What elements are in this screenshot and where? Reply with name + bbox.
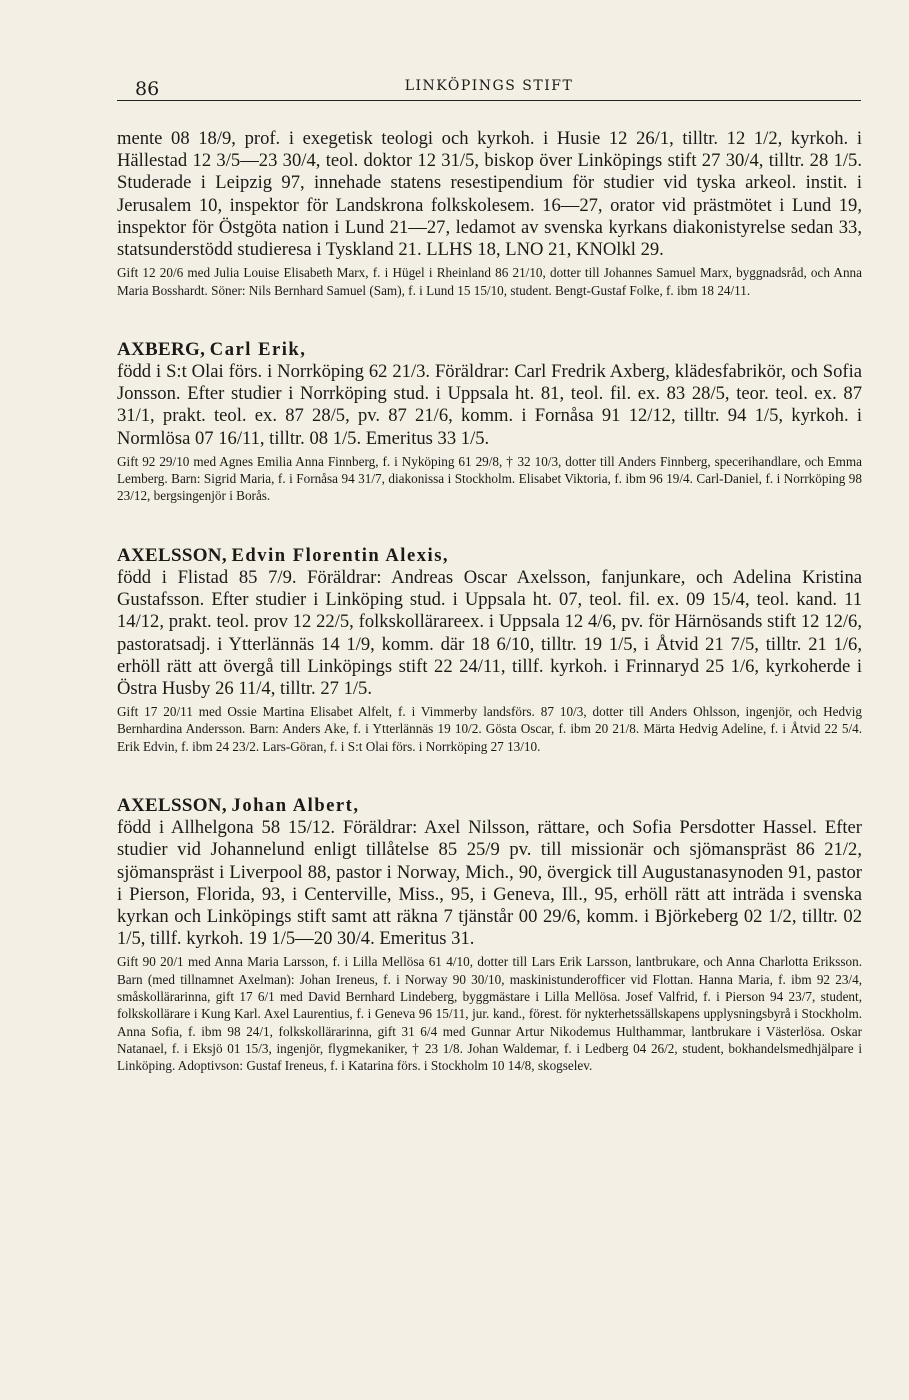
entry-family-text: Gift 17 20/11 med Ossie Martina Elisabet Alfelt, f. i Vimmerby landsförs. 87 10/3, dotter till Anders Ohlsson, ingenjör, och Hedvig Bernhardina Andersson. Barn: Anders Ake, f. i Ytterlännäs 19 10/2. Gösta Oscar, f. ibm 20 21/8. Märta Hedvig Adeline, f. i Åtvid 22 5/4. Erik Edvin, f. ibm 24 23/2. Lars-Göran, f. i S:t Olai förs. i Norrköping 27 13/10. [117, 704, 862, 754]
entry-axelsson-johan [117, 795, 862, 1075]
entry-given-names: Edvin Florentin Alexis, [231, 544, 450, 566]
running-title: LINKÖPINGS STIFT [404, 78, 574, 94]
entry-main-text: född i Flistad 85 7/9. Föräldrar: Andreas Oscar Axelsson, fanjunkare, och Adelina Kristina Gustafsson. Efter studier i Linköping stud. i Uppsala ht. 07, teol. fil. ex. 09 15/4, teol. kand. 11 14/12, prakt. teol. prov 12 22/5, folkskollärareex. i Uppsala 12 4/6, pv. för Härnösands stift 12 12/6, pastoratsadj. i Ytterlännäs 14 1/9, komm. där 18 6/10, tilltr. 19 1/5, i Åtvid 21 7/5, tilltr. 21 1/6, erhöll rätt att övergå till Linköpings stift 22 24/11, tillf. kyrkoh. i Frinnaryd 25 1/6, kyrkoherde i Östra Husby 26 11/4, tilltr. 27 1/5. [117, 566, 862, 699]
entry-given-names: Johan Albert, [231, 795, 360, 817]
entry-axelsson-edvin [117, 545, 862, 755]
entry-family-text: Gift 12 20/6 med Julia Louise Elisabeth Marx, f. i Hügel i Rheinland 86 21/10, dotter till Johannes Samuel Marx, byggnadsråd, och Anna Maria Bosshardt. Söner: Nils Bernhard Samuel (Sam), f. i Lund 15 15/10, student. Bengt-Gustaf Folke, f. ibm 18 24/11. [117, 265, 862, 298]
page-number: 86 [135, 78, 160, 100]
entry-surname: AXBERG, [117, 338, 206, 360]
entry-main-text: mente 08 18/9, prof. i exegetisk teologi och kyrkoh. i Husie 12 26/1, tilltr. 12 1/2, kyrkoh. i Hällestad 12 3/5—23 30/4, teol. doktor 12 31/5, biskop över Linköpings stift 27 30/4, tilltr. 28 1/5. Studerade i Leipzig 97, innehade statens resestipendium för studier vid tyska arkeol. instit. i Jerusalem 10, inspektor för Landskrona folkskolesem. 16—27, orator vid prästmötet i Lund 19, inspektor för Östgöta nation i Lund 21—27, ledamot av svenska kyrkans diakonistyrelse sedan 33, statsunderstödd studieresa i Tyskland 21. LLHS 18, LNO 21, KNOlkl 29. [117, 128, 862, 261]
page-header [117, 70, 861, 101]
entry-main-text: född i S:t Olai förs. i Norrköping 62 21/3. Föräldrar: Carl Fredrik Axberg, klädesfabrikör, och Sofia Jonsson. Efter studier i Norrköping stud. i Uppsala ht. 81, teol. fil. ex. 83 28/5, teor. teol. ex. 87 31/1, prakt. teol. ex. 87 28/5, pv. 87 21/6, komm. i Fornåsa 91 12/12, tilltr. 94 1/5, kyrkoh. i Normlösa 07 16/11, tilltr. 08 1/5. Emeritus 33 1/5. [117, 361, 862, 449]
entry-family-text: Gift 90 20/1 med Anna Maria Larsson, f. i Lilla Mellösa 61 4/10, dotter till Lars Erik Larsson, lantbrukare, och Anna Charlotta Eriksson. Barn (med tillnamnet Axelman): Johan Ireneus, f. i Norway 90 30/10, maskinistunderofficer vid Flottan. Hanna Maria, f. ibm 92 23/4, småskollärarinna, gift 17 6/1 med David Bernhard Lindeberg, byggmästare i Lilla Mellösa. Josef Valfrid, f. i Pierson 94 23/7, student, folkskollärare i Kung Karl. Axel Laurentius, f. i Geneva 96 15/11, jur. kand., förest. för nykterhetssällskapens upplysningsbyrå i Stockholm. Anna Sofia, f. ibm 98 24/1, folkskollärarinna, gift 31 6/4 med Gunnar Artur Nikodemus Hulthammar, lantbrukare i Västerlösa. Oskar Natanael, f. i Eksjö 01 15/3, ingenjör, flygmekaniker, † 23 1/8. Johan Waldemar, f. i Ledberg 04 26/2, student, bokhandelsmedhjälpare i Linköping. Adoptivson: Gustaf Ireneus, f. i Katarina förs. i Stockholm 10 14/8, skogselev. [117, 954, 862, 1074]
entry-given-names: Carl Erik, [209, 338, 307, 360]
continued-entry [117, 128, 862, 299]
page-body [117, 128, 862, 1075]
entry-surname: AXELSSON, [117, 795, 227, 817]
entry-main-text: född i Allhelgona 58 15/12. Föräldrar: Axel Nilsson, rättare, och Sofia Persdotter Hassel. Efter studier vid Johannelund enligt tillåtelse 85 25/9 pv. till missionär och sjömanspräst 86 21/2, sjömanspräst i Liverpool 88, pastor i Norway, Mich., 90, övergick till Augustanasynoden 91, pastor i Pierson, Florida, 93, i Centerville, Miss., 95, i Geneva, Ill., 95, erhöll rätt att inträda i svenska kyrkan och Linköpings stift samt att räkna 7 tjänstår 00 29/6, komm. i Björkeberg 02 1/2, tilltr. 02 1/5, tillf. kyrkoh. 19 1/5—20 30/4. Emeritus 31. [117, 817, 862, 950]
entry-family-text: Gift 92 29/10 med Agnes Emilia Anna Finnberg, f. i Nyköping 61 29/8, † 32 10/3, dotter till Anders Finnberg, specerihandlare, och Emma Lemberg. Barn: Sigrid Maria, f. i Fornåsa 94 31/7, diakonissa i Stockholm. Elisabet Viktoria, f. ibm 96 19/4. Carl-Daniel, f. i Norrköping 98 23/12, bergsingenjör i Borås. [117, 453, 862, 504]
entry-axberg [117, 339, 862, 505]
entry-surname: AXELSSON, [117, 544, 227, 566]
